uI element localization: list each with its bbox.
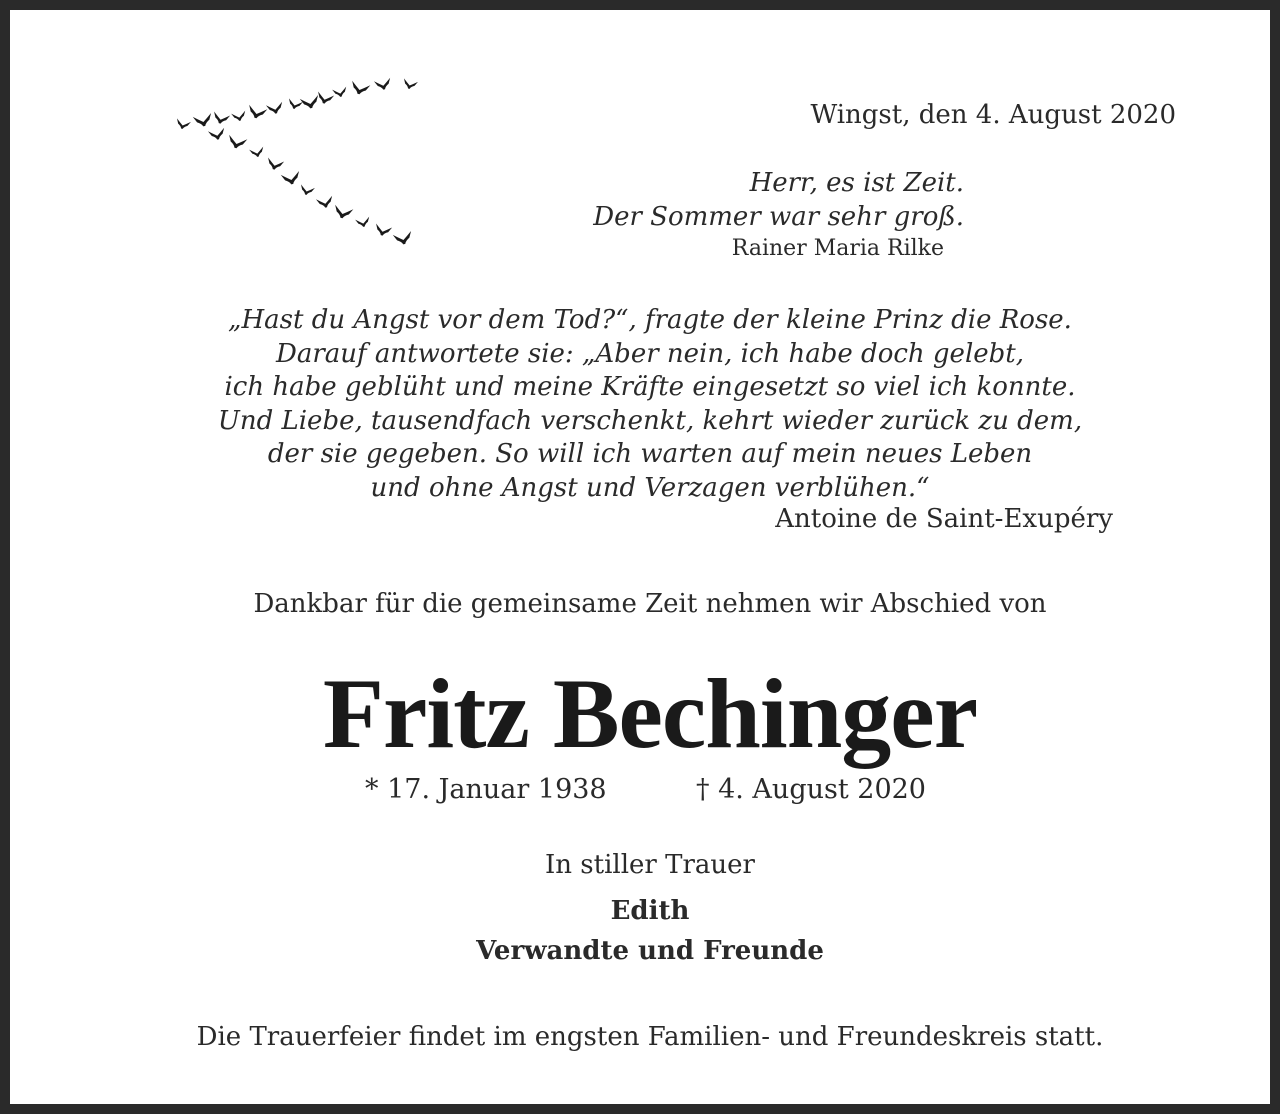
- poem-author: Rainer Maria Rilke: [731, 236, 944, 261]
- bird-shape: [393, 231, 414, 246]
- bird-shape: [402, 78, 418, 90]
- poem-line-1: Herr, es ist Zeit.: [749, 168, 964, 198]
- bird-shape: [299, 184, 315, 196]
- deceased-name: Fritz Bechinger: [322, 658, 978, 769]
- quote-line: ich habe geblüht und meine Kräfte eingesetzt so viel ich konnte.: [224, 372, 1076, 402]
- mourner-secondary: Verwandte und Freunde: [476, 936, 824, 966]
- bird-shape: [355, 217, 371, 229]
- quote-line: Darauf antwortete sie: „Aber nein, ich habe doch gelebt,: [275, 338, 1025, 369]
- quote-line: der sie gegeben. So will ich warten auf mein neues Leben: [267, 439, 1033, 469]
- bird-shape: [300, 95, 321, 110]
- quote: [10, 304, 1280, 505]
- quote-line: Und Liebe, tausendfach verschenkt, kehrt wieder zurück zu dem,: [217, 405, 1083, 436]
- quote-line: „Hast du Angst vor dem Tod?“, fragte der kleine Prinz die Rose.: [228, 305, 1072, 335]
- bird-shape: [266, 102, 284, 115]
- bird-shape: [208, 128, 226, 141]
- funeral-service-note: Die Trauerfeier findet im engsten Familien- und Freundeskreis statt.: [196, 1022, 1104, 1052]
- farewell-intro: Dankbar für die gemeinsame Zeit nehmen wir Abschied von: [253, 589, 1047, 619]
- mourning-line: In stiller Trauer: [545, 850, 755, 880]
- quote-author: Antoine de Saint-Exupéry: [775, 504, 1113, 534]
- bird-shape: [226, 135, 247, 151]
- bird-shape: [281, 171, 302, 186]
- bird-shape: [249, 147, 265, 159]
- bird-shape: [332, 205, 353, 221]
- place-date: Wingst, den 4. August 2020: [810, 100, 1176, 130]
- bird-shape: [332, 87, 348, 99]
- bird-shape: [175, 118, 191, 130]
- death-date: † 4. August 2020: [696, 774, 926, 805]
- bird-shape: [193, 113, 214, 128]
- bird-shape: [287, 98, 303, 110]
- bird-shape: [316, 196, 334, 209]
- mourner-primary: Edith: [610, 896, 690, 926]
- bird-shape: [316, 92, 335, 106]
- bird-shape: [349, 81, 370, 97]
- bird-shape: [374, 224, 393, 238]
- bird-shape: [212, 112, 231, 126]
- bird-shape: [231, 111, 247, 123]
- flock-of-birds-icon: [165, 70, 430, 265]
- bird-shape: [374, 78, 392, 91]
- quote-line: und ohne Angst und Verzagen verblühen.“: [370, 472, 930, 503]
- poem-line-2: Der Sommer war sehr groß.: [593, 202, 964, 232]
- bird-shape: [246, 105, 267, 121]
- poem: [460, 166, 964, 234]
- bird-shape: [266, 158, 285, 172]
- birth-date: * 17. Januar 1938: [365, 774, 607, 805]
